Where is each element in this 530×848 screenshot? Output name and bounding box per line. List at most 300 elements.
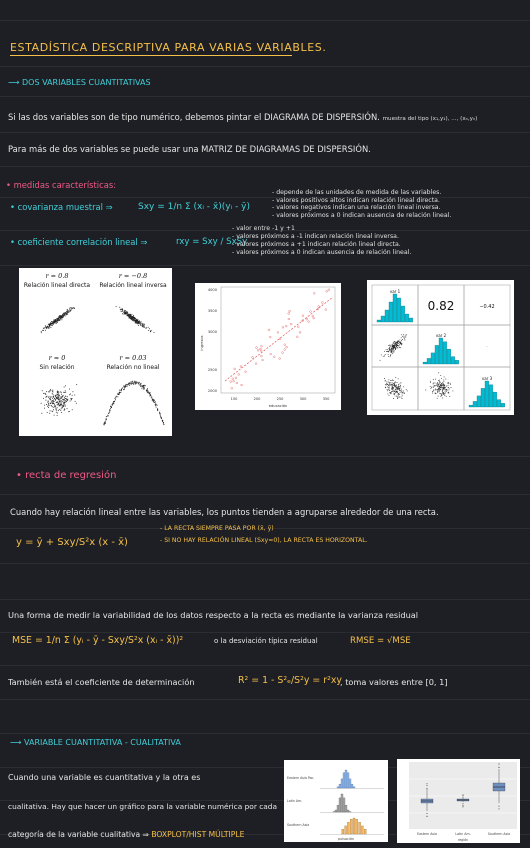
scatter-point bbox=[398, 346, 399, 347]
scatter-point bbox=[62, 396, 63, 397]
scatter-point bbox=[387, 389, 388, 390]
r2-formula: R² = 1 - S²ₑ/S²y = r²xy bbox=[238, 675, 342, 686]
scatter-point bbox=[393, 387, 394, 388]
scatter-point bbox=[403, 390, 404, 391]
scatter-point bbox=[313, 317, 315, 319]
scatter-point bbox=[44, 408, 45, 409]
scatter-point bbox=[155, 404, 156, 405]
scatter-point bbox=[57, 391, 58, 392]
scatter-point bbox=[56, 323, 57, 324]
scatter-point bbox=[277, 332, 279, 334]
boxplot-outlier bbox=[463, 806, 464, 807]
scatter-point bbox=[53, 320, 54, 321]
scatter-point bbox=[122, 387, 123, 388]
scatter-point bbox=[441, 393, 442, 394]
scatter-point bbox=[440, 393, 441, 394]
scatter-point bbox=[145, 385, 146, 386]
scatter-point bbox=[430, 386, 431, 387]
scatter-point bbox=[142, 385, 143, 386]
scatter-point bbox=[56, 318, 57, 319]
multiple-histogram-figure bbox=[284, 760, 388, 842]
scatter-point bbox=[51, 401, 52, 402]
scatter-point bbox=[393, 391, 394, 392]
scatter-point bbox=[122, 388, 123, 389]
scatter-point bbox=[388, 379, 389, 380]
scatter-point bbox=[132, 319, 133, 320]
scatter-point bbox=[46, 404, 47, 405]
scatter-point bbox=[390, 384, 391, 385]
scatter-point bbox=[60, 401, 61, 402]
scatter-point bbox=[401, 344, 402, 345]
correlacion-formula: rxy = Sxy / SxSy bbox=[176, 237, 248, 247]
scatter-point bbox=[120, 392, 121, 393]
scatter-point bbox=[404, 337, 405, 338]
scatter-point bbox=[404, 338, 405, 339]
regresion-heading: • recta de regresión bbox=[16, 470, 117, 481]
scatter-point bbox=[399, 394, 400, 395]
boxplot-outlier bbox=[427, 785, 428, 786]
scatter-point bbox=[65, 402, 66, 403]
histogram-bar bbox=[353, 818, 355, 834]
scatter-point bbox=[61, 318, 62, 319]
scatter-point bbox=[72, 391, 73, 392]
scatter-point bbox=[52, 393, 53, 394]
scatter-point bbox=[109, 409, 110, 410]
scatter-point bbox=[400, 347, 401, 348]
scatter-point bbox=[388, 389, 389, 390]
scatter-point bbox=[232, 378, 234, 380]
scatter-point bbox=[52, 390, 53, 391]
scatter-point bbox=[390, 392, 391, 393]
scatter-point bbox=[60, 316, 61, 317]
scatter-point bbox=[431, 387, 432, 388]
scatter-point bbox=[270, 353, 272, 355]
histogram-bar bbox=[351, 784, 353, 788]
scatter-point bbox=[439, 380, 440, 381]
scatter-point bbox=[119, 394, 120, 395]
scatter-point bbox=[405, 335, 406, 336]
scatter-point bbox=[386, 349, 387, 350]
histogram-bar bbox=[364, 829, 366, 834]
scatter-point bbox=[156, 404, 157, 405]
scatter-point bbox=[52, 392, 53, 393]
scatter-point bbox=[155, 405, 156, 406]
scatter-point bbox=[449, 388, 450, 389]
scatter-point bbox=[388, 387, 389, 388]
scatter-point bbox=[104, 422, 105, 423]
scatter-point bbox=[160, 414, 161, 415]
scatter-point bbox=[262, 359, 264, 361]
corr-var1-var3: −0.42 bbox=[479, 304, 495, 310]
scatter-point bbox=[153, 400, 154, 401]
scatter-point bbox=[47, 412, 48, 413]
scatter-point bbox=[162, 421, 163, 422]
scatter-point bbox=[139, 382, 140, 383]
scatter-point bbox=[389, 350, 390, 351]
scatter-point bbox=[397, 344, 398, 345]
scatter-point bbox=[425, 390, 426, 391]
scatter-point bbox=[318, 306, 320, 308]
histogram-bar bbox=[443, 342, 447, 364]
scatter-point bbox=[393, 398, 394, 399]
scatter-point bbox=[142, 324, 143, 325]
scatter-point bbox=[151, 397, 152, 398]
scatter-point bbox=[406, 334, 407, 335]
scatter-point bbox=[390, 380, 391, 381]
scatter-point bbox=[55, 395, 56, 396]
scatter-point bbox=[289, 310, 291, 312]
scatter-point bbox=[439, 386, 440, 387]
medidas-heading: • medidas características: bbox=[6, 180, 117, 190]
scatter-point bbox=[133, 319, 134, 320]
scatter-point bbox=[56, 412, 57, 413]
scatter-point bbox=[119, 390, 120, 391]
scatter-point bbox=[448, 390, 449, 391]
scatter-point bbox=[128, 384, 129, 385]
scatter-point bbox=[403, 386, 404, 387]
boxplot-outlier bbox=[463, 795, 464, 796]
histogram-bar bbox=[339, 798, 341, 812]
scatter-point bbox=[438, 372, 439, 373]
scatter-point bbox=[50, 399, 51, 400]
y-tick: 2500 bbox=[207, 368, 217, 372]
scatter-point bbox=[389, 382, 390, 383]
scatter-point bbox=[401, 337, 402, 338]
scatter-point bbox=[133, 384, 134, 385]
scatter-point bbox=[127, 384, 128, 385]
scatter-point bbox=[64, 399, 65, 400]
scatter-point bbox=[130, 315, 131, 316]
scatter-point bbox=[58, 394, 59, 395]
scatter-point bbox=[400, 387, 401, 388]
scatter-point bbox=[394, 346, 395, 347]
y-axis-label: ingresos bbox=[200, 335, 204, 351]
histogram-bar bbox=[409, 318, 413, 322]
scatter-point bbox=[125, 313, 126, 314]
scatter-point bbox=[448, 383, 449, 384]
scatter-point bbox=[60, 405, 61, 406]
scatter-point bbox=[400, 385, 401, 386]
scatter-point bbox=[440, 387, 441, 388]
scatter-point bbox=[282, 352, 284, 354]
scatter-point bbox=[129, 316, 130, 317]
scatter-point bbox=[141, 383, 142, 384]
scatter-point bbox=[64, 402, 65, 403]
scatter-point bbox=[389, 390, 390, 391]
scatter-point bbox=[64, 408, 65, 409]
scatter-point bbox=[236, 382, 238, 384]
scatter-point bbox=[444, 393, 445, 394]
scatter-point bbox=[135, 321, 136, 322]
scatter-point bbox=[146, 390, 147, 391]
scatter-point bbox=[399, 339, 400, 340]
scatter-point bbox=[107, 416, 108, 417]
scatter-point bbox=[392, 348, 393, 349]
scatter-point bbox=[144, 326, 145, 327]
scatter-point bbox=[245, 371, 247, 373]
scatter-point bbox=[401, 391, 402, 392]
scatter-point bbox=[396, 392, 397, 393]
histogram-bar bbox=[339, 784, 341, 788]
scatter-point bbox=[127, 315, 128, 316]
scatter-point bbox=[449, 396, 450, 397]
scatter-point bbox=[141, 388, 142, 389]
scatter-point bbox=[50, 403, 51, 404]
scatter-point bbox=[58, 398, 59, 399]
scatter-point bbox=[121, 311, 122, 312]
scatter-point bbox=[141, 323, 142, 324]
scatter-point bbox=[430, 382, 431, 383]
scatter-point bbox=[59, 395, 60, 396]
histogram-bar bbox=[485, 381, 489, 407]
scatter-point bbox=[407, 390, 408, 391]
scatter-point bbox=[388, 354, 389, 355]
scatter-point bbox=[386, 382, 387, 383]
scatter-point bbox=[45, 400, 46, 401]
scatter-point bbox=[64, 404, 65, 405]
scatter-point bbox=[74, 395, 75, 396]
scatter-point bbox=[403, 392, 404, 393]
scatter-point bbox=[389, 347, 390, 348]
scatter-point bbox=[71, 309, 72, 310]
scatter-point bbox=[153, 401, 154, 402]
scatter-point bbox=[442, 387, 443, 388]
box-x-axis-label: región bbox=[457, 838, 469, 842]
scatter-point bbox=[54, 415, 55, 416]
scatter-point bbox=[302, 315, 304, 317]
scatter-point bbox=[386, 384, 387, 385]
scatter-point bbox=[57, 401, 58, 402]
scatter-point bbox=[117, 396, 118, 397]
scatter-point bbox=[386, 351, 387, 352]
histogram-bar bbox=[427, 358, 431, 364]
hist-label: Latin Am. bbox=[287, 799, 303, 803]
scatter-point bbox=[401, 392, 402, 393]
scatter-point bbox=[61, 402, 62, 403]
scatter-point bbox=[48, 397, 49, 398]
histogram-bar bbox=[345, 770, 347, 788]
scatter-point bbox=[400, 390, 401, 391]
scatter-point bbox=[54, 398, 55, 399]
scatter-point bbox=[388, 385, 389, 386]
scatter-point bbox=[398, 378, 399, 379]
scatter-point bbox=[70, 401, 71, 402]
scatter-point bbox=[386, 383, 387, 384]
scatter-point bbox=[398, 393, 399, 394]
scatter-point bbox=[395, 343, 396, 344]
scatter-point bbox=[312, 315, 314, 317]
scatter-point bbox=[390, 346, 391, 347]
scatter-point bbox=[269, 336, 271, 338]
scatter-point bbox=[260, 348, 262, 350]
scatter-point bbox=[135, 320, 136, 321]
scatter-point bbox=[436, 389, 437, 390]
scatter-point bbox=[56, 395, 57, 396]
scatter-point bbox=[384, 356, 385, 357]
scatter-point bbox=[433, 387, 434, 388]
scatter-point bbox=[444, 388, 445, 389]
scatter-point bbox=[63, 399, 64, 400]
scatter-point bbox=[140, 386, 141, 387]
scatter-point bbox=[393, 349, 394, 350]
scatter-point bbox=[396, 387, 397, 388]
panel4-label: Relación no lineal bbox=[106, 364, 160, 371]
scatter-point bbox=[137, 320, 138, 321]
histogram-bar bbox=[361, 826, 363, 834]
scatter-point bbox=[41, 403, 42, 404]
scatter-point bbox=[439, 384, 440, 385]
scatter-point bbox=[69, 394, 70, 395]
histogram-bar bbox=[493, 392, 497, 407]
scatter-point bbox=[443, 379, 444, 380]
scatter-point bbox=[389, 387, 390, 388]
scatter-point bbox=[433, 379, 434, 380]
scatter-point bbox=[390, 351, 391, 352]
histogram-bar bbox=[347, 773, 349, 788]
scatter-point bbox=[397, 342, 398, 343]
scatter-point bbox=[130, 318, 131, 319]
scatter-point bbox=[394, 393, 395, 394]
scatter-point bbox=[446, 396, 447, 397]
corr-var1-var2: 0.82 bbox=[427, 299, 455, 313]
scatter-point bbox=[322, 302, 324, 304]
hist-label: Eastern Asia Pac. bbox=[287, 776, 315, 780]
scatter-point bbox=[390, 355, 391, 356]
histogram-bar bbox=[431, 353, 435, 364]
scatter-point bbox=[383, 356, 384, 357]
boxplot-outlier bbox=[463, 797, 464, 798]
scatter-point bbox=[448, 385, 449, 386]
scatter-point bbox=[53, 407, 54, 408]
scatter-point bbox=[396, 386, 397, 387]
scatter-point bbox=[389, 385, 390, 386]
scatter-point bbox=[403, 334, 404, 335]
scatter-point bbox=[406, 389, 407, 390]
scatter-point bbox=[446, 386, 447, 387]
scatter-point bbox=[401, 382, 402, 383]
scatter-point bbox=[160, 416, 161, 417]
scatter-point bbox=[50, 398, 51, 399]
scatter-point bbox=[390, 350, 391, 351]
scatter-point bbox=[127, 311, 128, 312]
scatter-point bbox=[133, 383, 134, 384]
scatter-point bbox=[74, 308, 75, 309]
scatter-point bbox=[65, 314, 66, 315]
scatter-point bbox=[157, 409, 158, 410]
scatter-point bbox=[279, 338, 281, 340]
scatter-point bbox=[389, 349, 390, 350]
scatter-point bbox=[400, 343, 401, 344]
scatter-point bbox=[306, 318, 308, 320]
covarianza-notes: - depende de las unidades de medida de las variables. - valores positivos altos indican relación lineal directa. - valores negativos indican una relación lineal inversa. - valores próximos a 0 indican ausencia de relación lineal. bbox=[272, 189, 452, 219]
scatter-point bbox=[328, 289, 330, 291]
scatter-point bbox=[387, 349, 388, 350]
scatter-point bbox=[238, 374, 240, 376]
scatter-point bbox=[110, 408, 111, 409]
scatter-point bbox=[397, 347, 398, 348]
scatter-point bbox=[268, 329, 270, 331]
scatter-point bbox=[121, 389, 122, 390]
scatter-point bbox=[393, 351, 394, 352]
y-tick: 4000 bbox=[207, 288, 217, 292]
scatter-point bbox=[44, 327, 45, 328]
scatter-point bbox=[397, 398, 398, 399]
scatter-point bbox=[106, 418, 107, 419]
scatter-point bbox=[142, 323, 143, 324]
regresion-line1: Cuando hay relación lineal entre las variables, los puntos tienden a agruparse alrededor de una recta. bbox=[10, 507, 439, 517]
panel2-r: r = −0.8 bbox=[118, 272, 148, 280]
scatter-point bbox=[234, 368, 236, 370]
scatter-point bbox=[137, 321, 138, 322]
scatter-point bbox=[147, 392, 148, 393]
scatter-point bbox=[398, 389, 399, 390]
scatter-point bbox=[63, 395, 64, 396]
scatter-point bbox=[443, 383, 444, 384]
scatter-point bbox=[60, 405, 61, 406]
scatter-point bbox=[399, 342, 400, 343]
scatter-point bbox=[54, 401, 55, 402]
scatter-point bbox=[396, 345, 397, 346]
scatter-point bbox=[432, 391, 433, 392]
scatter-point bbox=[66, 312, 67, 313]
scatter-point bbox=[138, 322, 139, 323]
scatter-point bbox=[62, 314, 63, 315]
regresion-formula: y = ȳ + Sxy/S²x (x - x̄) bbox=[16, 537, 128, 548]
scatter-point bbox=[402, 339, 403, 340]
scatter-point bbox=[125, 384, 126, 385]
scatter-point bbox=[123, 389, 124, 390]
scatter-point bbox=[141, 321, 142, 322]
histogram-bar bbox=[401, 306, 405, 322]
scatter-point bbox=[56, 408, 57, 409]
scatter-point bbox=[144, 388, 145, 389]
scatter-point bbox=[72, 409, 73, 410]
scatter-point bbox=[437, 389, 438, 390]
scatter-point bbox=[66, 400, 67, 401]
scatter-point bbox=[64, 397, 65, 398]
scatter-point bbox=[47, 326, 48, 327]
scatter-point bbox=[163, 423, 164, 424]
histogram-bar bbox=[393, 294, 397, 322]
histogram-bar bbox=[343, 798, 345, 812]
scatter-point bbox=[133, 317, 134, 318]
scatter-point bbox=[51, 325, 52, 326]
section1-heading: ⟶ DOS VARIABLES CUANTITATIVAS bbox=[8, 78, 151, 87]
scatter-point bbox=[68, 311, 69, 312]
histogram-bar bbox=[423, 362, 427, 364]
scatter-point bbox=[401, 340, 402, 341]
histogram-bar bbox=[381, 316, 385, 322]
scatter-point bbox=[47, 396, 48, 397]
histogram-bar bbox=[356, 819, 358, 834]
scatter-point bbox=[160, 413, 161, 414]
scatter-point bbox=[398, 386, 399, 387]
scatter-point bbox=[60, 400, 61, 401]
scatter-point bbox=[404, 336, 405, 337]
scatter-point bbox=[59, 319, 60, 320]
scatter-point bbox=[51, 321, 52, 322]
scatter-point bbox=[148, 327, 149, 328]
scatter-point bbox=[58, 318, 59, 319]
histogram-bar bbox=[451, 357, 455, 364]
scatter-point bbox=[437, 386, 438, 387]
scatter-point bbox=[155, 403, 156, 404]
scatter-point bbox=[387, 386, 388, 387]
scatter-point bbox=[61, 408, 62, 409]
section1-line2: Para más de dos variables se puede usar una MATRIZ DE DIAGRAMAS DE DISPERSIÓN. bbox=[8, 144, 371, 154]
scatter-point bbox=[125, 310, 126, 311]
hist-x-axis-label: pulsación bbox=[337, 837, 355, 841]
